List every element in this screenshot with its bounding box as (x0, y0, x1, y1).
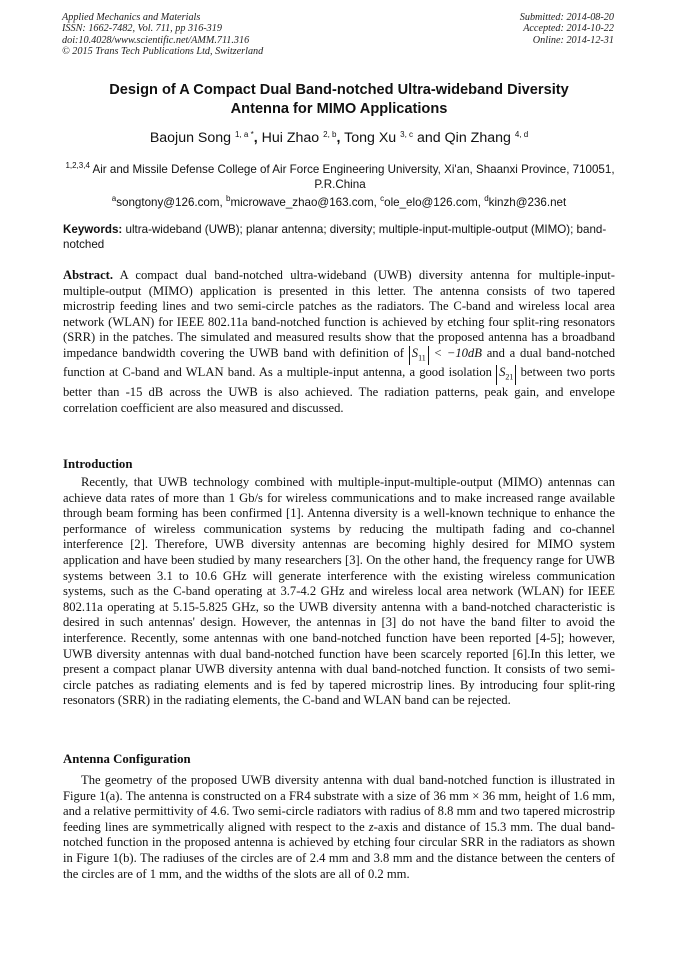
keywords (63, 222, 615, 252)
email-address[interactable]: songtony@126.com, (116, 196, 223, 209)
s11-subscript: 11 (418, 353, 426, 363)
journal-name: Applied Mechanics and Materials (62, 12, 201, 23)
author-name: Hui Zhao (261, 130, 320, 146)
author-affil-mark: 1, a * (235, 130, 254, 139)
config-text-1: The geometry of the proposed UWB diversity antenna with dual band-notched function is illustrated in Figure 1(a). The antenna is constructed on a FR4 substrate with a size of 36 mm × 36 mm, height of 1.6 mm, and a relative permittivity of 4.6. Two semi-circle radiators with radius of 8.8 mm and two tapered microstrip feeding lines are symmetrically aligned with respect to the (63, 773, 615, 834)
email-mark: d (484, 194, 489, 203)
keywords-label: Keywords: (63, 223, 123, 236)
author-name: Baojun Song (149, 130, 232, 146)
abstract-text-2: and a dual band-notched function at C-band and WLAN band. As a multiple-input antenna, a good isolation (63, 345, 616, 380)
author-affil-mark: 4, d (514, 130, 529, 139)
abstract (63, 268, 615, 416)
doi: doi:10.4028/www.scientific.net/AMM.711.316 (62, 34, 250, 46)
accepted-date: Accepted: 2014-10-22 (523, 23, 614, 35)
antenna-configuration-paragraph (63, 773, 615, 882)
axis-symbol: z (368, 819, 374, 834)
author-name: Qin Zhang (444, 130, 511, 146)
author-name: Tong Xu (344, 130, 397, 146)
journal-header (62, 12, 263, 58)
keywords-text: ultra-wideband (UWB); planar antenna; diversity; multiple-input-multiple-output (MIMO); band-notched (63, 223, 607, 251)
title-line-1: Design of A Compact Dual Band-notched Ultra-wideband Diversity (109, 82, 569, 98)
s11-formula (409, 345, 482, 363)
author-affil-mark: 3, c (400, 130, 414, 139)
email-address[interactable]: kinzh@236.net (488, 196, 567, 209)
s21-symbol: S (499, 365, 506, 380)
issn: ISSN: 1662-7482, Vol. 711, pp 316-319 (62, 23, 222, 35)
author-list: Baojun Song $^{1, a *}$, Hui Zhao $^{2, b}$, Tong Xu $^{3, c}$ and Qin Zhang $^{4, d}$ (149, 130, 529, 146)
submitted-date: Submitted: 2014-08-20 (519, 12, 614, 23)
dates-header (520, 12, 614, 46)
affiliation-mark: 1,2,3,4 (65, 161, 90, 170)
email-address[interactable]: ole_elo@126.com, (384, 196, 481, 209)
email-address[interactable]: microwave_zhao@163.com, (230, 196, 377, 209)
abstract-text-3: between two ports better than -15 dB across the UWB is also achieved. The radiation patterns, peak gain, and envelope correlation coefficient are also measured and discussed. (63, 365, 615, 415)
abstract-text-1: A compact dual band-notched ultra-wideband (UWB) diversity antenna for multiple-input-multiple-output (MIMO) application is presented in this letter. The antenna consists of two tapered microstrip feeding lines and two semi-circle patches as the radiators. The C-band and wireless local area network (WLAN) for IEEE 802.11a band-notched function is achieved by etching four split-ring resonators (SRR) in the patches. The simulated and measured results show that the proposed antenna has a broadband impedance bandwidth covering the UWB band with definition of (63, 268, 615, 360)
section-heading-antenna-configuration: Antenna Configuration (63, 752, 191, 766)
email-mark: b (225, 194, 231, 203)
copyright: © 2015 Trans Tech Publications Ltd, Switzerland (62, 46, 264, 58)
paper-title (50, 81, 628, 119)
config-text-2: -axis and distance of 15.3 mm. The dual band-notched function in the proposed antenna is achieved by etching four circular SRR in the radiators as shown in Figure 1(b). The radiuses of the circles are of 2.4 mm and 3.8 mm and the distance between the centers of the circles are of 1 mm, and the widths of the slots are all of 0.2 mm. (63, 819, 616, 881)
abstract-label: Abstract. (63, 268, 114, 282)
title-line-2: Antenna for MIMO Applications (230, 101, 448, 117)
affiliation-text: Air and Missile Defense College of Air Force Engineering University, Xi'an, Shaanxi Province, 710051, P.R.China (92, 163, 615, 191)
s11-condition: < −10dB (433, 345, 482, 360)
affiliation (64, 158, 616, 192)
online-date: Online: 2014-12-31 (532, 34, 614, 46)
email-mark: c (380, 194, 385, 203)
section-heading-introduction: Introduction (63, 457, 133, 471)
email-list (0, 194, 678, 209)
introduction-paragraph: Recently, that UWB technology combined with multiple-input-multiple-output (MIMO) antennas can achieve data rates of more than 1 Gb/s for wireless communications and to make increased range available through beam forming has been confirmed [1]. Antenna diversity is a well-known technique to enhance the performance of wireless communication systems by reducing the multipath fading and co-channel interference [2]. Therefore, UWB diversity antennas are becoming highly desired for MIMO system application and have been studied by many researchers [3]. On the other hand, the frequency range for UWB systems between 3.1 to 10.6 GHz will generate interference with the existing wireless communication systems, such as the C-band operating at 3.7-4.2 GHz and wireless local area network (WLAN) for IEEE 802.11a operating at 5.15-5.825 GHz, so the UWB diversity antenna with a band-notched characteristic is desired in such antennas' design. However, the antennas in [3] do not have the band filter to avoid the interference. Recently, some antennas with one band-notched function have been reported [4-5]; however, UWB diversity antennas with dual band-notched function have been scarcely reported [6].In this letter, we present a compact planar UWB diversity antenna with dual band-notched function. It consists of two semi-circle patches as radiating elements and is fed by tapered microstrip lines. By introducing four split-ring resonators (SRR) in the radiating elements, the C-band and WLAN band can be rejected. (63, 475, 615, 708)
s21-formula (496, 365, 516, 382)
s11-symbol: S (411, 345, 419, 360)
s21-subscript: 21 (505, 373, 514, 382)
author-affil-mark: 2, b (323, 130, 337, 139)
email-mark: a (111, 194, 117, 203)
author-conjunction: and (417, 130, 441, 146)
